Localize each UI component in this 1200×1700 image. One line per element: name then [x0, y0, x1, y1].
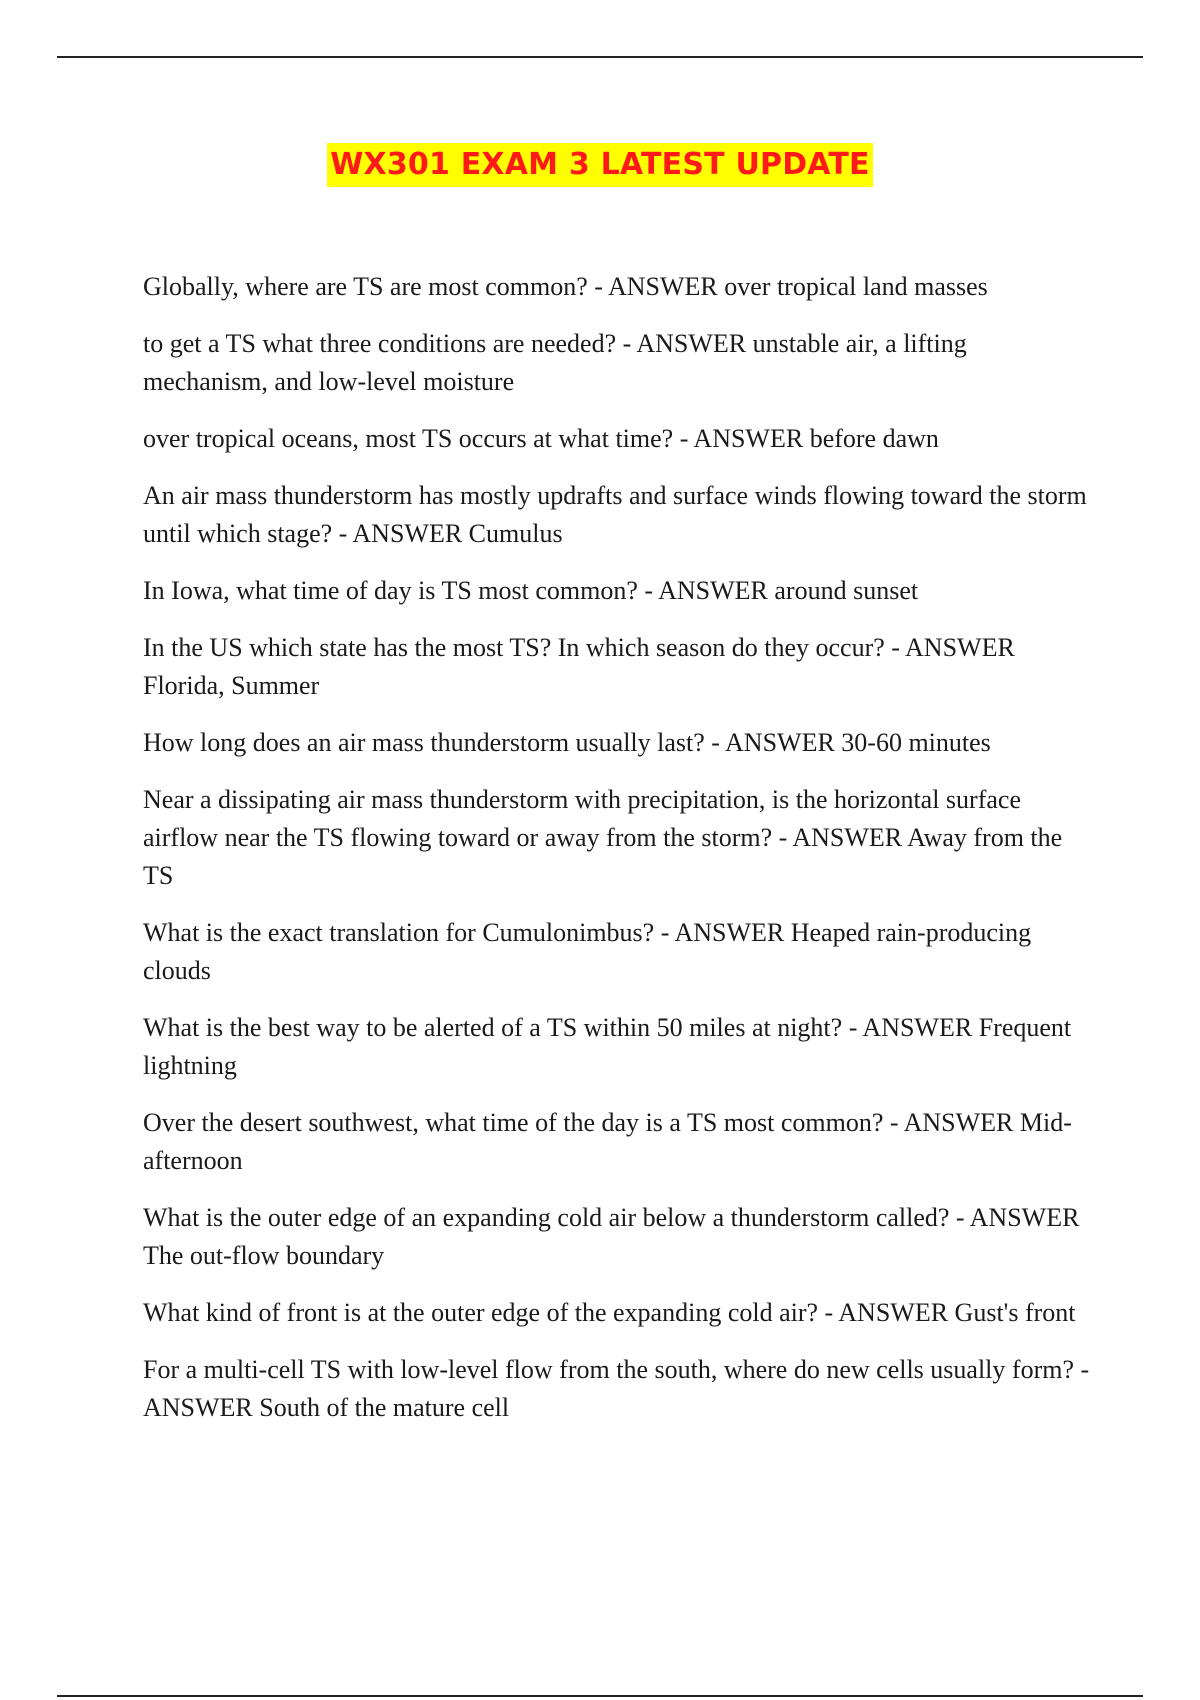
qa-item: Near a dissipating air mass thunderstorm with precipitation, is the horizontal surface airflow near the TS flowing toward or away from the storm? - ANSWER Away from the TS	[143, 785, 1063, 890]
bottom-rule	[57, 1695, 1143, 1697]
qa-item: In Iowa, what time of day is TS most common? - ANSWER around sunset	[143, 576, 919, 605]
qa-item: For a multi-cell TS with low-level flow from the south, where do new cells usually form? - ANSWER South of the mature cell	[143, 1355, 1090, 1422]
qa-item: In the US which state has the most TS? In which season do they occur? - ANSWER Florida, Summer	[143, 633, 1015, 700]
qa-item: What kind of front is at the outer edge of the expanding cold air? - ANSWER Gust's front	[143, 1298, 1076, 1327]
qa-item: Globally, where are TS are most common? - ANSWER over tropical land masses	[143, 272, 988, 301]
qa-item: over tropical oceans, most TS occurs at what time? - ANSWER before dawn	[143, 424, 939, 453]
page-title: WX301 EXAM 3 LATEST UPDATE	[327, 143, 873, 187]
qa-item: to get a TS what three conditions are needed? - ANSWER unstable air, a lifting mechanism, and low-level moisture	[143, 329, 967, 396]
qa-list	[143, 268, 1098, 1446]
top-rule	[57, 56, 1143, 58]
title-container	[0, 143, 1200, 187]
qa-item: How long does an air mass thunderstorm usually last? - ANSWER 30-60 minutes	[143, 728, 991, 757]
qa-item: Over the desert southwest, what time of the day is a TS most common? - ANSWER Mid-afternoon	[143, 1108, 1072, 1175]
qa-item: What is the outer edge of an expanding cold air below a thunderstorm called? - ANSWER The out-flow boundary	[143, 1203, 1080, 1270]
qa-item: What is the best way to be alerted of a TS within 50 miles at night? - ANSWER Frequent lightning	[143, 1013, 1072, 1080]
qa-item: An air mass thunderstorm has mostly updrafts and surface winds flowing toward the storm until which stage? - ANSWER Cumulus	[143, 481, 1087, 548]
qa-item: What is the exact translation for Cumulonimbus? - ANSWER Heaped rain-producing clouds	[143, 918, 1032, 985]
